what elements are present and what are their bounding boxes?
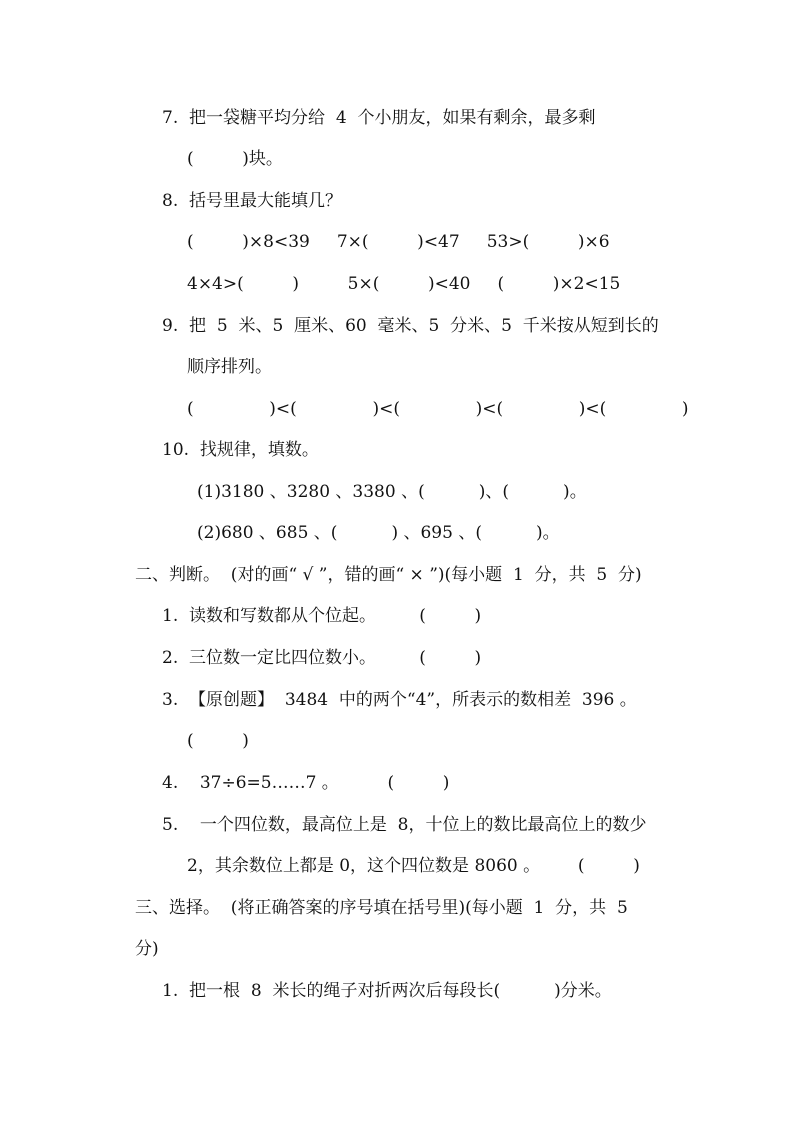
question-10-line-1: 10. 找规律，填数。 — [162, 440, 319, 460]
section-3-heading-line-2: 分) — [135, 939, 159, 959]
question-8-line-1: 8. 括号里最大能填几？ — [162, 191, 343, 211]
question-9-line-3: ( )<( )<( )<( )<( ) — [187, 399, 689, 419]
question-9-line-2: 顺序排列。 — [187, 357, 272, 377]
question-8-line-3: 4×4>( ) 5×( )<40 ( )×2<15 — [187, 274, 621, 294]
judge-2: 2. 三位数一定比四位数小。 ( ) — [162, 648, 482, 668]
question-8-line-2: ( )×8<39 7×( )<47 53>( )×6 — [187, 232, 610, 252]
judge-3-line-2: ( ) — [187, 731, 249, 751]
judge-1: 1. 读数和写数都从个位起。 ( ) — [162, 606, 482, 626]
judge-3-line-1: 3. 【原创题】 3484 中的两个“4”，所表示的数相差 396 。 — [162, 690, 637, 710]
choice-1: 1. 把一根 8 米长的绳子对折两次后每段长( )分米。 — [162, 981, 612, 1001]
question-7-line-1: 7. 把一袋糖平均分给 4 个小朋友，如果有剩余，最多剩 — [162, 108, 596, 128]
section-3-heading-line-1: 三、选择。 (将正确答案的序号填在括号里)(每小题 1 分，共 5 — [135, 898, 628, 918]
section-2-heading: 二、判断。 (对的画“ √ ”，错的画“ × ”)(每小题 1 分，共 5 分) — [135, 565, 642, 585]
judge-5-line-1: 5. 一个四位数，最高位上是 8，十位上的数比最高位上的数少 — [162, 815, 647, 835]
question-7-line-2: ( )块。 — [187, 149, 283, 169]
judge-5-line-2: 2，其余数位上都是 0，这个四位数是 8060 。 ( ) — [187, 856, 640, 876]
question-10-line-2: (1)3180 、3280 、3380 、( )、( )。 — [197, 482, 587, 502]
judge-4: 4. 37÷6=5……7 。 ( ) — [162, 773, 450, 793]
question-10-line-3: (2)680 、685 、( ) 、695 、( )。 — [197, 523, 560, 543]
question-9-line-1: 9. 把 5 米、5 厘米、60 毫米、5 分米、5 千米按从短到长的 — [162, 316, 659, 336]
